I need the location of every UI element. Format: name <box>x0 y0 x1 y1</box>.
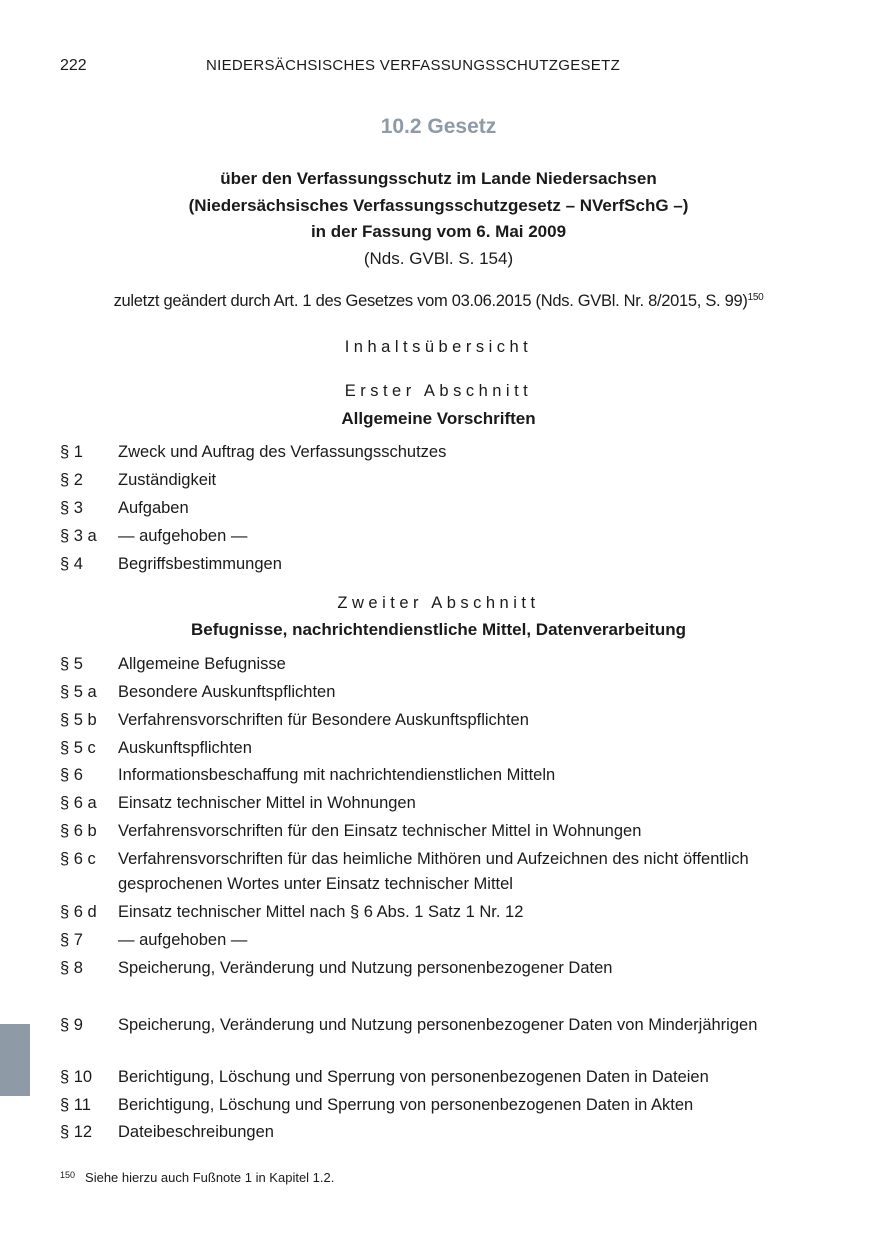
toc-num: § 1 <box>60 443 83 461</box>
section-title-2: Befugnisse, nachrichtendienstliche Mittel, Datenverarbeitung <box>191 620 686 639</box>
page-number: 222 <box>60 57 87 74</box>
toc-row <box>60 847 758 897</box>
toc-text: Dateibeschreibungen <box>118 1123 274 1141</box>
toc-row <box>60 552 758 577</box>
toc-row <box>60 1013 758 1038</box>
toc-text: Einsatz technischer Mittel nach § 6 Abs. 1 Satz 1 Nr. 12 <box>118 903 524 921</box>
toc-num: § 5 c <box>60 739 96 757</box>
toc-text: — aufgehoben — <box>118 527 248 545</box>
toc-text: Allgemeine Befugnisse <box>118 655 286 673</box>
toc-num: § 2 <box>60 471 83 489</box>
footnote <box>60 1170 334 1185</box>
amendment-note <box>0 292 877 311</box>
toc-text: Verfahrensvorschriften für Besondere Auskunftspflichten <box>118 711 529 729</box>
toc-num: § 6 <box>60 766 83 784</box>
toc-text: Zweck und Auftrag des Verfassungsschutzes <box>118 443 447 461</box>
toc-num: § 6 c <box>60 850 96 868</box>
toc-text: Besondere Auskunftspflichten <box>118 683 336 701</box>
toc-row <box>60 708 758 733</box>
toc-num: § 10 <box>60 1068 93 1086</box>
toc-row <box>60 652 758 677</box>
toc-num: § 5 a <box>60 683 97 701</box>
side-tab-marker <box>0 1024 30 1096</box>
toc-row <box>60 928 758 953</box>
toc-row <box>60 496 758 521</box>
toc-text: Informationsbeschaffung mit nachrichtendienstlichen Mitteln <box>118 766 556 784</box>
section-label-2: Zweiter Abschnitt <box>337 594 540 612</box>
toc-row <box>60 900 758 925</box>
toc-num: § 8 <box>60 959 83 977</box>
section-heading: 10.2 Gesetz <box>380 115 497 138</box>
toc-row <box>60 680 758 705</box>
toc-num: § 6 b <box>60 822 97 840</box>
toc-text: Aufgaben <box>118 499 189 517</box>
toc-text: — aufgehoben — <box>118 931 248 949</box>
footnote-ref: 150 <box>747 292 764 303</box>
toc-num: § 3 <box>60 499 83 517</box>
law-title <box>0 166 877 272</box>
toc-num: § 3 a <box>60 527 97 545</box>
toc-text: Berichtigung, Löschung und Sperrung von personenbezogenen Daten in Akten <box>118 1096 694 1114</box>
toc-row <box>60 1093 758 1118</box>
toc-num: § 9 <box>60 1016 83 1034</box>
toc-row <box>60 791 758 816</box>
toc-text: Berichtigung, Löschung und Sperrung von personenbezogenen Daten in Dateien <box>118 1068 709 1086</box>
toc-num: § 6 a <box>60 794 97 812</box>
title-line-3: in der Fassung vom 6. Mai 2009 <box>310 222 567 241</box>
toc-text: Einsatz technischer Mittel in Wohnungen <box>118 794 416 812</box>
toc-num: § 4 <box>60 555 83 573</box>
section-label-1: Erster Abschnitt <box>344 382 533 400</box>
toc-text: Verfahrensvorschriften für das heimliche Mithören und Aufzeichnen des nicht öffentlich gesprochenen Wortes unter Einsatz technischer Mittel <box>118 850 749 893</box>
footnote-text: Siehe hierzu auch Fußnote 1 in Kapitel 1.2. <box>85 1170 335 1185</box>
title-line-2: (Niedersächsisches Verfassungsschutzgesetz – NVerfSchG –) <box>188 195 689 215</box>
toc-row <box>60 524 758 549</box>
toc-row <box>60 440 758 465</box>
toc-text: Verfahrensvorschriften für den Einsatz technischer Mittel in Wohnungen <box>118 822 642 840</box>
toc-text: Auskunftspflichten <box>118 739 252 757</box>
amendment-text: zuletzt geändert durch Art. 1 des Gesetzes vom 03.06.2015 (Nds. GVBl. Nr. 8/2015, S. 99) <box>113 292 748 310</box>
toc-num: § 12 <box>60 1123 93 1141</box>
toc-num: § 7 <box>60 931 83 949</box>
running-head: NIEDERSÄCHSISCHES VERFASSUNGSSCHUTZGESETZ <box>206 57 621 74</box>
toc-row <box>60 1065 758 1090</box>
toc-text: Speicherung, Veränderung und Nutzung personenbezogener Daten von Minderjährigen <box>118 1016 758 1034</box>
toc-heading: Inhaltsübersicht <box>344 338 533 356</box>
toc-row <box>60 468 758 493</box>
toc-row <box>60 956 758 981</box>
toc-text: Zuständigkeit <box>118 471 217 489</box>
toc-num: § 6 d <box>60 903 97 921</box>
toc-text: Speicherung, Veränderung und Nutzung personenbezogener Daten <box>118 959 613 977</box>
title-line-1: über den Verfassungsschutz im Lande Niedersachsen <box>220 169 657 188</box>
toc-num: § 5 <box>60 655 83 673</box>
section-title-1: Allgemeine Vorschriften <box>341 409 536 428</box>
footnote-number: 150 <box>60 1170 76 1180</box>
toc-num: § 5 b <box>60 711 97 729</box>
title-line-4: (Nds. GVBl. S. 154) <box>363 248 514 268</box>
toc-row <box>60 763 758 788</box>
toc-row <box>60 736 758 761</box>
toc-row <box>60 819 758 844</box>
toc-num: § 11 <box>60 1096 91 1114</box>
toc-row <box>60 1120 758 1145</box>
toc-text: Begriffsbestimmungen <box>118 555 282 573</box>
